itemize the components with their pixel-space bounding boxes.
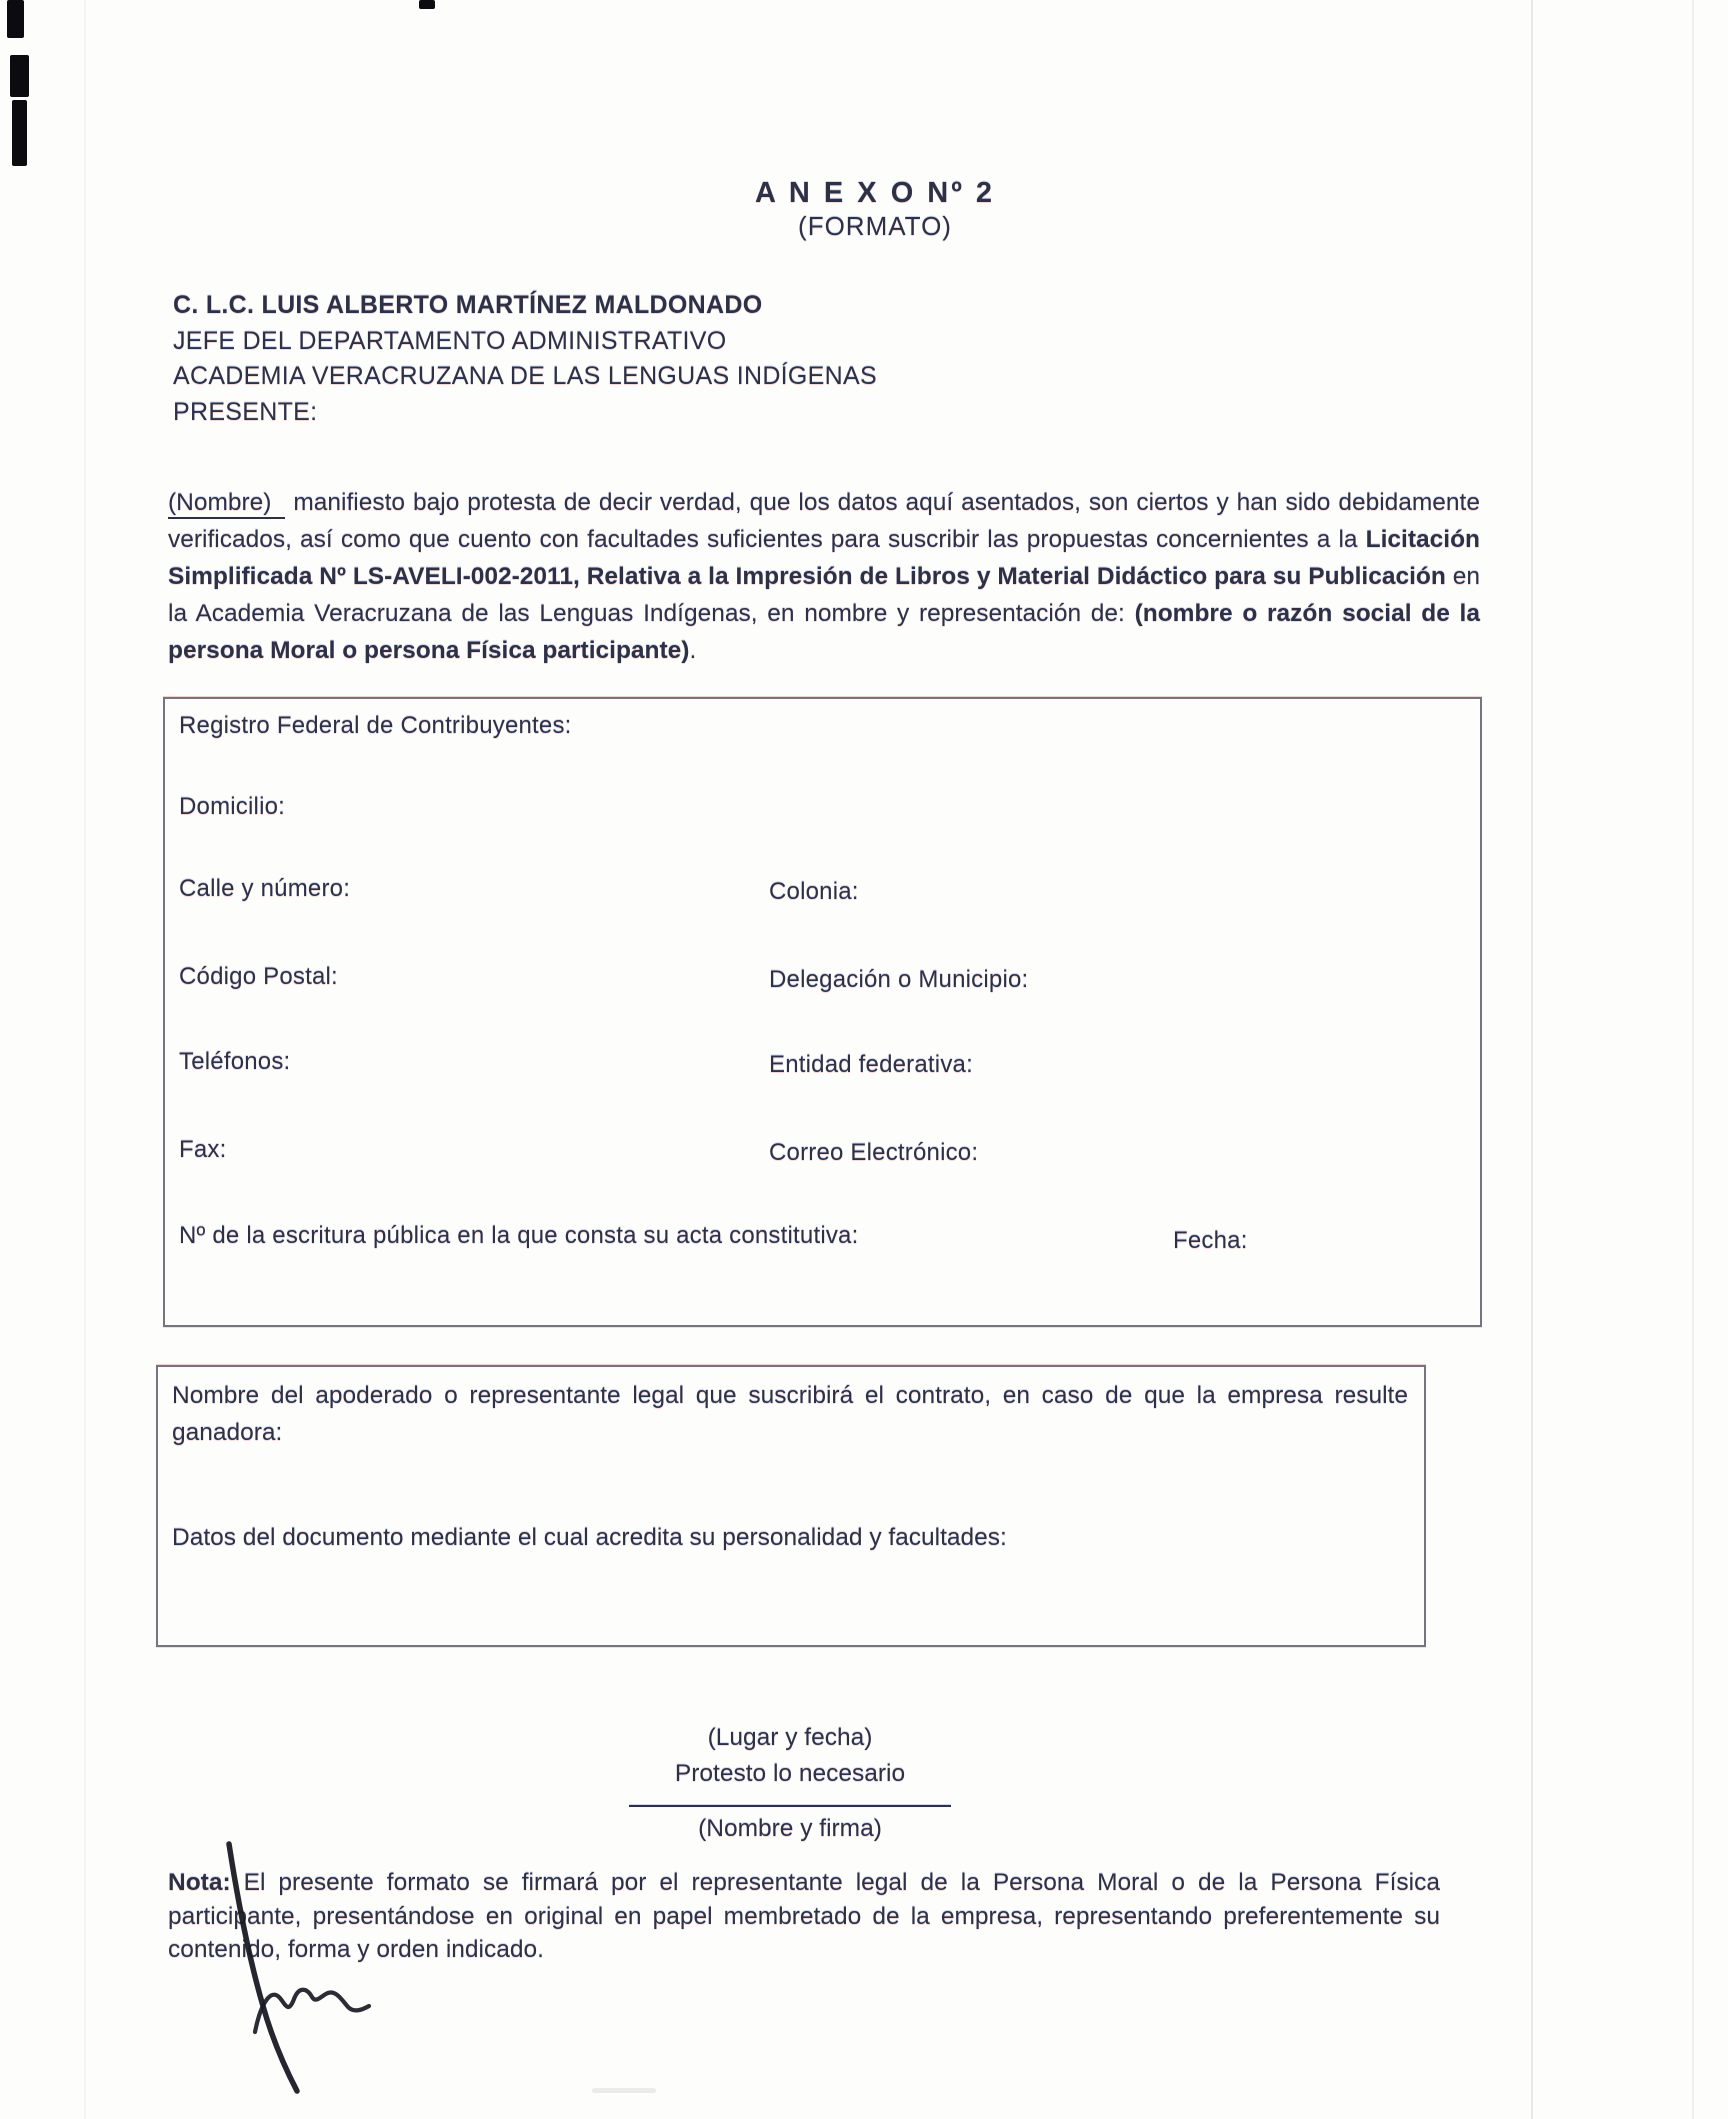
signature-line: [629, 1805, 951, 1807]
scan-line-left: [84, 0, 86, 2119]
field-label-escritura: Nº de la escritura pública en la que consta su acta constitutiva:: [179, 1222, 859, 1249]
nombre-firma-label: (Nombre y firma): [698, 1815, 882, 1842]
nombre-underlined: (Nombre): [168, 489, 285, 519]
page-title: A N E X O Nº 2: [754, 177, 996, 209]
intro-text-1: manifiesto bajo protesta de decir verdad, que los datos aquí asentados, son ciertos y han sido debidamente verificados, así como que cuento con facultades suficientes para suscribir las propuestas concernientes a la: [168, 489, 1480, 553]
document-data-paragraph: Datos del documento mediante el cual acredita su personalidad y facultades:: [172, 1524, 1007, 1551]
field-label-fax: Fax:: [179, 1136, 227, 1163]
scan-artifact-top-left-2: [10, 55, 29, 97]
intro-bold-razon-social: (nombre o razón social de la persona Moral o persona Física participante): [168, 600, 1480, 664]
title-block: [435, 176, 1315, 243]
field-label-calle: Calle y número:: [179, 875, 351, 902]
scan-smudge-bottom: [592, 2088, 656, 2093]
field-label-delegacion: Delegación o Municipio:: [769, 966, 1029, 993]
lugar-fecha-label: (Lugar y fecha): [707, 1724, 873, 1751]
scan-artifact-top-left-3: [12, 100, 27, 166]
nota-paragraph: [168, 1866, 1440, 1967]
field-label-telefonos: Teléfonos:: [179, 1048, 291, 1075]
signature-block: [450, 1720, 1130, 1847]
scan-artifact-top-left-1: [7, 0, 24, 38]
intro-text-2: en la Academia Veracruzana de las Lenguas Indígenas, en nombre y representación de:: [168, 563, 1480, 627]
nota-text: El presente formato se firmará por el representante legal de la Persona Moral o de la Persona Física participante, presentándose en original en papel membretado de la empresa, representando preferentemente su contenido, forma y orden indicado.: [168, 1869, 1440, 1963]
field-label-fecha: Fecha:: [1173, 1227, 1248, 1254]
protesto-label: Protesto lo necesario: [674, 1760, 906, 1787]
field-label-domicilio: Domicilio:: [179, 793, 286, 820]
addressee-name: C. L.C. LUIS ALBERTO MARTÍNEZ MALDONADO: [173, 291, 763, 319]
addressee-salutation: PRESENTE:: [173, 397, 318, 426]
intro-text-3: .: [689, 637, 697, 664]
representative-paragraph: Nombre del apoderado o representante legal que suscribirá el contrato, en caso de que la empresa resulte ganadora:: [172, 1382, 1408, 1446]
addressee-org: ACADEMIA VERACRUZANA DE LAS LENGUAS INDÍGENAS: [173, 362, 877, 390]
addressee-role: JEFE DEL DEPARTAMENTO ADMINISTRATIVO: [173, 326, 727, 355]
scan-line-right-inner: [1531, 0, 1533, 2119]
nota-label: Nota:: [168, 1869, 231, 1896]
field-label-correo: Correo Electrónico:: [769, 1139, 979, 1166]
field-label-rfc: Registro Federal de Contribuyentes:: [179, 712, 572, 739]
field-label-entidad: Entidad federativa:: [769, 1051, 973, 1078]
taxpayer-info-box: [163, 697, 1482, 1327]
intro-bold-licitacion: Licitación Simplificada Nº LS-AVELI-002-2011, Relativa a la Impresión de Libros y Material Didáctico para su Publicación: [168, 526, 1480, 590]
field-label-codigo-postal: Código Postal:: [179, 963, 338, 990]
page-subtitle: (FORMATO): [798, 211, 952, 241]
addressee-block: [173, 288, 877, 430]
legal-representative-box: [156, 1365, 1426, 1647]
intro-paragraph: [168, 484, 1480, 669]
scan-line-right-outer: [1692, 0, 1694, 2119]
field-label-colonia: Colonia:: [769, 878, 859, 905]
scan-artifact-top-center: [419, 0, 435, 9]
